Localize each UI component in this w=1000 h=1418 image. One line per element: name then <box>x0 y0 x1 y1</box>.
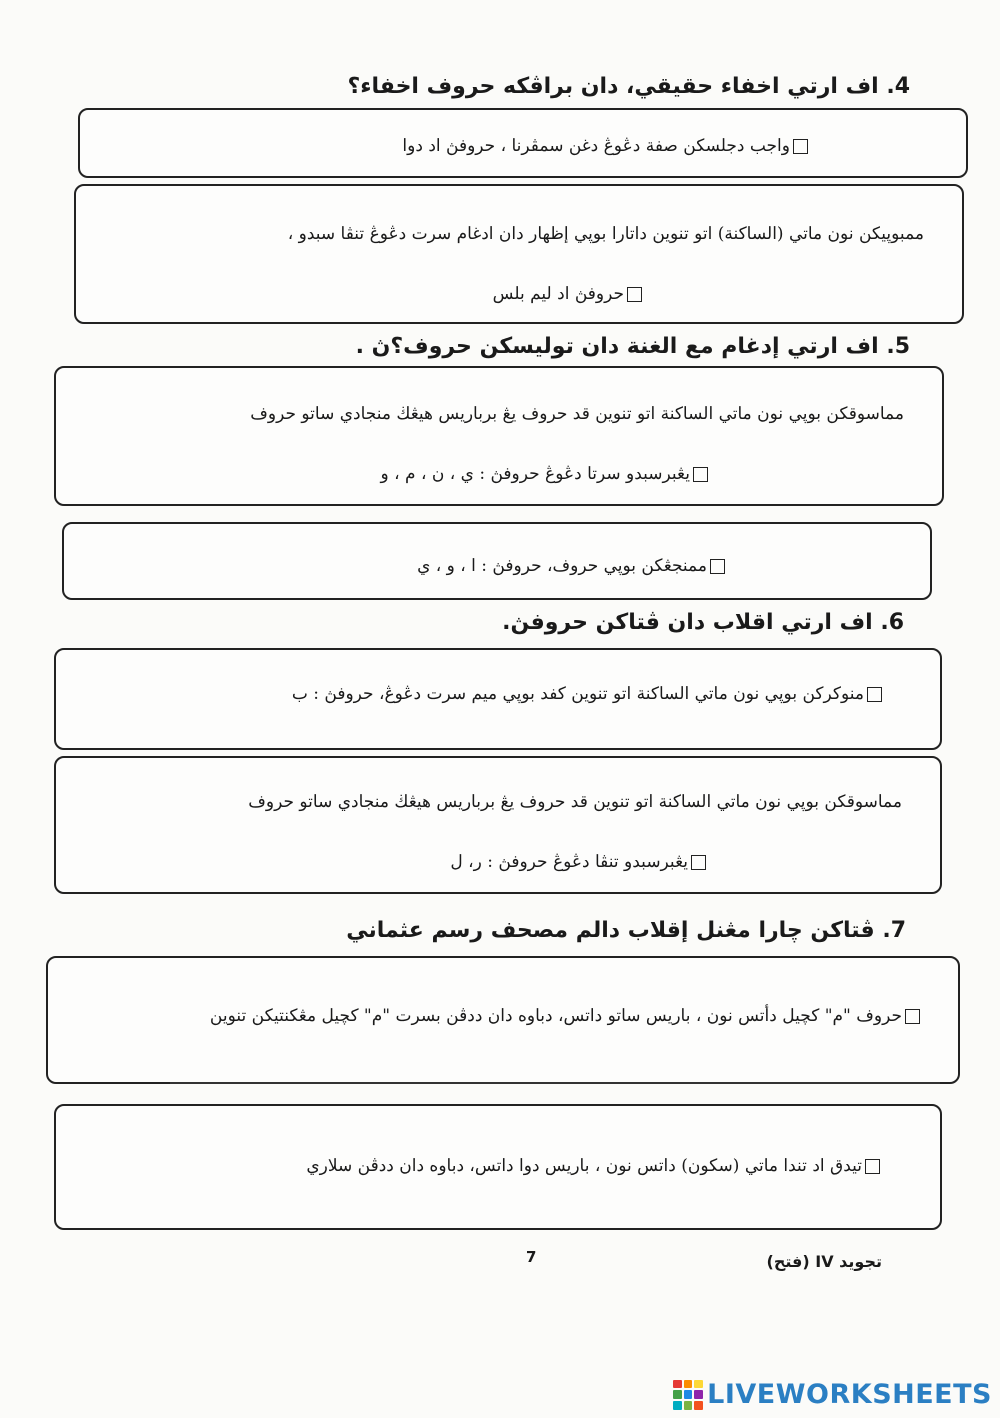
brand-icon-square <box>694 1401 703 1410</box>
q7-option-1-line-1: حروف "م" كچيل دأتس نون ، باريس ساتو داتس، دباوه دان ددڤن بسرت "م" كچيل مڠكنتيكن تنوين <box>210 1006 920 1026</box>
liveworksheets-logo[interactable] <box>673 1379 992 1410</box>
brand-icon-square <box>673 1380 682 1389</box>
q4-option-2-box[interactable] <box>74 184 964 324</box>
q7-option-1-box[interactable] <box>46 956 960 1084</box>
q6-option-2-line-2: يڠبرسبدو تنڤا دڠوڠ حروفڽ : ر، ل <box>450 852 706 872</box>
question-5-heading: 5. اف ارتي إدغام مع الغنة دان توليسكن حروف؟ڽ . <box>355 334 910 359</box>
checkbox-icon[interactable] <box>793 139 808 154</box>
q5-option-2-box[interactable] <box>62 522 932 600</box>
q7-option-2-line-1: تيدق اد تندا ماتي (سكون) داتس نون ، باريس دوا داتس، دباوه دان ددڤن سلاري <box>306 1156 880 1176</box>
footer-title: تجويد IV (فتح) <box>766 1252 882 1271</box>
question-4-heading: 4. اف ارتي اخفاء حقيقي، دان براڤكه حروف اخفاء؟ <box>347 74 910 99</box>
question-6-heading: 6. اف ارتي اقلاب دان ڤتاكن حروفڽ. <box>502 610 904 635</box>
checkbox-icon[interactable] <box>691 855 706 870</box>
brand-icon-square <box>673 1401 682 1410</box>
checkbox-icon[interactable] <box>905 1009 920 1024</box>
brand-icon-square <box>684 1390 693 1399</box>
checkbox-icon[interactable] <box>865 1159 880 1174</box>
brand-icon-square <box>684 1380 693 1389</box>
checkbox-icon[interactable] <box>627 287 642 302</box>
page-number: 7 <box>526 1248 537 1266</box>
q6-option-2-box[interactable] <box>54 756 942 894</box>
q4-option-1-line-1: واجب دجلسكن صفة دڠوڠ دغن سمڤرنا ، حروفڽ اد دوا <box>402 136 808 156</box>
checkbox-icon[interactable] <box>867 687 882 702</box>
brand-icon-square <box>673 1390 682 1399</box>
q4-option-2-line-2: حروفڽ اد ليم بلس <box>493 284 642 304</box>
q6-option-1-box[interactable] <box>54 648 942 750</box>
brand-name: LIVEWORKSHEETS <box>707 1379 992 1410</box>
q7-option-2-box[interactable] <box>54 1104 942 1230</box>
brand-icon-square <box>684 1401 693 1410</box>
decorative-underline <box>170 1082 940 1084</box>
checkbox-icon[interactable] <box>710 559 725 574</box>
q4-option-1-box[interactable] <box>78 108 968 178</box>
q4-option-2-line-1: ممبوڽيكن نون ماتي (الساكنة) اتو تنوين داتارا بوڽي إظهار دان ادغام سرت دڠوڠ تنڤا سبدو ، <box>287 224 924 244</box>
q6-option-1-line-1: منوكركن بوڽي نون ماتي الساكنة اتو تنوين كفد بوڽي ميم سرت دڠوڠ، حروفڽ : ب <box>292 684 882 704</box>
q5-option-1-line-1: مماسوقكن بوڽي نون ماتي الساكنة اتو تنوين قد حروف يڠ برباريس هيڠڬ منجادي ساتو حروف <box>250 404 904 424</box>
q5-option-1-line-2: يڠبرسبدو سرتا دڠوڠ حروفڽ : ي ، ن ، م ، و <box>381 464 708 484</box>
question-7-heading: 7. ڤتاكن چارا مڠنل إقلاب دالم مصحف رسم عثماني <box>346 918 906 943</box>
liveworksheets-icon <box>673 1380 703 1410</box>
q5-option-2-line-1: ممنجڠكن بوڽي حروف، حروفڽ : ا ، و ، ي <box>417 556 725 576</box>
q6-option-2-line-1: مماسوقكن بوڽي نون ماتي الساكنة اتو تنوين قد حروف يڠ برباريس هيڠڬ منجادي ساتو حروف <box>248 792 902 812</box>
checkbox-icon[interactable] <box>693 467 708 482</box>
q5-option-1-box[interactable] <box>54 366 944 506</box>
brand-icon-square <box>694 1380 703 1389</box>
brand-icon-square <box>694 1390 703 1399</box>
